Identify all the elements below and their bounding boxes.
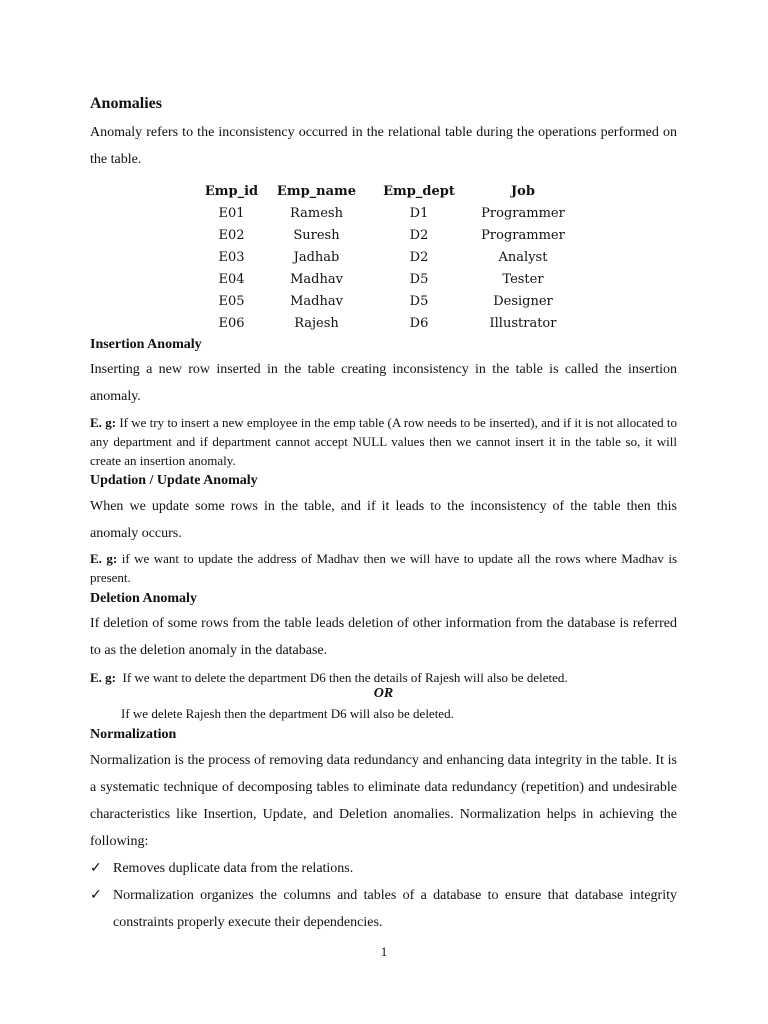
table-cell: Analyst (498, 249, 548, 265)
table-cell: Tester (502, 271, 544, 287)
table-cell: Madhav (290, 271, 343, 287)
table-cell: D5 (409, 293, 429, 309)
insertion-paragraph: Inserting a new row inserted in the table creating inconsistency in the table is called the insertion anomaly. (90, 362, 677, 404)
or-separator: OR (373, 686, 394, 701)
list-item-text: Normalization organizes the columns and tables of a database to ensure that database integrity constraints properly execute their dependencies. (113, 888, 677, 930)
table-cell: D6 (409, 315, 429, 331)
section-heading-deletion: Deletion Anomaly (90, 591, 197, 606)
table-cell: E02 (218, 227, 245, 243)
table-cell: Jadhab (293, 249, 340, 265)
table-cell: Programmer (481, 227, 565, 243)
table-cell: Illustrator (489, 315, 557, 331)
table-cell: E06 (218, 315, 245, 331)
example-text: If we want to delete the department D6 then the details of Rajesh will also be deleted. (122, 670, 568, 685)
example-label: E. g: (90, 551, 118, 566)
deletion-example (90, 668, 677, 687)
column-header: Job (511, 183, 535, 199)
table-row (199, 202, 577, 224)
example-label: E. g: (90, 670, 116, 685)
example-text: if we want to update the address of Madhav then we will have to update all the rows where Madhav is present. (90, 551, 677, 585)
table-cell: Programmer (481, 205, 565, 221)
normalization-paragraph: Normalization is the process of removing data redundancy and enhancing data integrity in the table. It is a systematic technique of decomposing tables to eliminate data redundancy (repetition) and undesirable characteristics like Insertion, Update, and Deletion anomalies. Normalization helps in achieving the following: (90, 753, 677, 849)
table-row (199, 224, 577, 246)
deletion-alt-example: If we delete Rajesh then the department D6 will also be deleted. (121, 706, 454, 721)
table-row (199, 246, 577, 268)
section-heading-normalization: Normalization (90, 727, 177, 742)
table-cell: D2 (409, 249, 429, 265)
table-cell: E05 (218, 293, 245, 309)
table-cell: D2 (409, 227, 429, 243)
example-label: E. g: (90, 415, 117, 430)
table-cell: E01 (218, 205, 245, 221)
table-cell: E03 (218, 249, 245, 265)
column-header: Emp_dept (383, 183, 455, 199)
table-row (199, 312, 577, 334)
deletion-paragraph: If deletion of some rows from the table leads deletion of other information from the database is referred to as the deletion anomaly in the database. (90, 616, 677, 658)
page-number: 1 (380, 944, 388, 959)
example-text: If we try to insert a new employee in the emp table (A row needs to be inserted), and if it is not allocated to any department and if department cannot accept NULL values then we cannot insert it in the table so, it will create an insertion anomaly. (90, 415, 678, 468)
table-cell: D5 (409, 271, 429, 287)
list-item (90, 855, 677, 882)
column-header: Emp_name (276, 183, 357, 199)
checkmark-icon: ✓ (90, 861, 102, 876)
checkmark-icon: ✓ (90, 888, 102, 903)
table-cell: D1 (409, 205, 429, 221)
section-heading-update: Updation / Update Anomaly (90, 473, 258, 488)
page-title: Anomalies (90, 95, 162, 112)
table-cell: Designer (493, 293, 553, 309)
table-row (199, 290, 577, 312)
update-example (90, 549, 677, 587)
table-cell: Madhav (290, 293, 343, 309)
table-row (199, 268, 577, 290)
insertion-example (90, 413, 677, 470)
column-header: Emp_id (204, 183, 259, 199)
list-item (90, 882, 677, 936)
table-cell: Rajesh (294, 315, 339, 331)
benefits-list (90, 855, 677, 936)
section-heading-insertion: Insertion Anomaly (90, 337, 202, 352)
table-header-row (199, 180, 577, 202)
update-paragraph: When we update some rows in the table, and if it leads to the inconsistency of the table then this anomaly occurs. (90, 499, 677, 541)
employee-table (199, 180, 577, 334)
table-cell: E04 (218, 271, 245, 287)
intro-paragraph: Anomaly refers to the inconsistency occurred in the relational table during the operations performed on the table. (90, 125, 677, 167)
table-cell: Suresh (293, 227, 340, 243)
table-cell: Ramesh (290, 205, 343, 221)
list-item-text: Removes duplicate data from the relations. (113, 861, 354, 876)
